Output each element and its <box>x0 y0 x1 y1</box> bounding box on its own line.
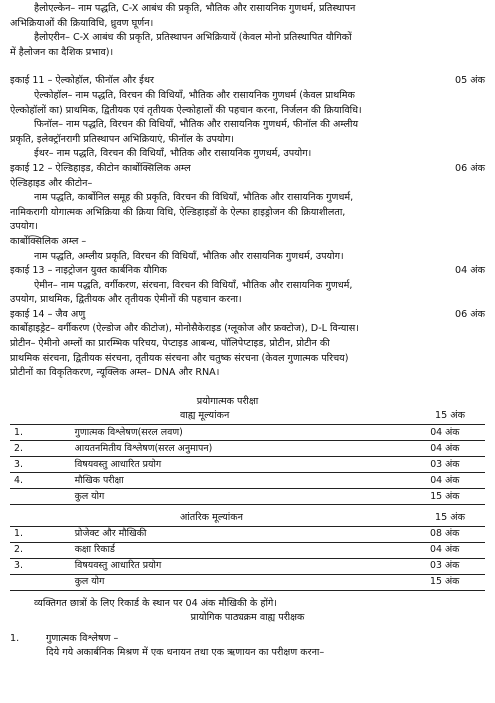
practical-heading: प्रयोगात्मक परीक्षा <box>196 395 259 407</box>
table-row <box>10 542 485 558</box>
haloarene-line-2: में हैलोजन का दैशिक प्रभाव)। <box>10 46 114 58</box>
unit-line: ऐल्कोहॉल– नाम पद्धति, विरचन की विधियाँ, भौतिक और रासायनिक गुणधर्म (केवल प्राथमिक <box>34 89 355 101</box>
unit-line: नाम पद्धति, अम्लीय प्रकृति, विरचन की विधियाँ, भौतिक और रासायनिक गुणधर्म, उपयोग। <box>34 250 344 262</box>
unit-12-header <box>10 162 485 177</box>
internal-eval-total: 15 अंक <box>435 512 465 524</box>
row-marks: 08 अंक <box>426 526 485 542</box>
unit-line: ऐल्कोहॉलों का) प्राथमिक, द्वितीयक एवं तृतीयक ऐल्कोहालों की पहचान करना, निर्जलन की क्रियाविधि। <box>10 104 362 116</box>
unit-line: कार्बोक्सिलिक अम्ल – <box>10 235 87 247</box>
row-number: 1. <box>10 425 39 441</box>
haloalkane-line-2: अभिक्रियाओं की क्रियाविधि, ध्रुवण घूर्णन। <box>10 17 154 29</box>
unit-marks: 06 अंक <box>455 308 485 320</box>
unit-line: प्रकृति, इलेक्ट्रॉनरागी प्रतिस्थापन अभिक्रियाएं, फीनॉल के उपयोग। <box>10 133 235 145</box>
table-row <box>10 473 485 489</box>
item-number: 1. <box>10 632 20 644</box>
row-label: कुल योग <box>39 489 427 505</box>
unit-line: नामिकरागी योगात्मक अभिक्रिया की क्रिया विधि, ऐल्डिहाइडों के ऐल्फा हाइड्रोजन की क्रियाशीलता, <box>10 206 346 218</box>
external-eval-header <box>10 409 485 424</box>
row-label: कक्षा रिकार्ड <box>39 542 426 558</box>
table-row <box>10 441 485 457</box>
item-title: गुणात्मक विश्लेषण – <box>46 632 119 644</box>
unit-title: इकाई 14 – जैव अणु <box>10 308 86 320</box>
unit-line: ईथर– नाम पद्धति, विरचन की विधियाँ, भौतिक और रासायनिक गुणधर्म, उपयोग। <box>34 148 312 160</box>
row-label: विषयवस्तु आधारित प्रयोग <box>39 457 427 473</box>
row-number: 3. <box>10 457 39 473</box>
unit-marks: 04 अंक <box>455 265 485 277</box>
table-row <box>10 526 485 542</box>
haloarene-line-1: हैलोएरीन– C-X आबंध की प्रकृति, प्रतिस्थापन अभिक्रियायें (केवल मोनो प्रतिस्थापित यौगिकों <box>34 32 352 44</box>
unit-line: ऐल्डिहाइड और कीटोन– <box>10 177 93 189</box>
unit-13-header <box>10 264 485 279</box>
item-text: दिये गये अकार्बनिक मिश्रण में एक धनायन तथा एक ऋणायन का परीक्षण करना– <box>46 647 325 659</box>
record-note: व्यक्तिगत छात्रों के लिए रिकार्ड के स्थान पर 04 अंक मौखिकी के होंगे। <box>34 597 277 609</box>
unit-title: इकाई 11 – ऐल्कोहॉल, फीनॉल और ईथर <box>10 75 154 87</box>
syllabus-heading: प्रायोगिक पाठ्यक्रम वाह्य परीक्षक <box>190 612 305 624</box>
unit-11-header <box>10 74 485 89</box>
haloalkane-line-1: हैलोएल्केन– नाम पद्धति, C-X आबंध की प्रकृति, भौतिक और रासायनिक गुणधर्म, प्रतिस्थापन <box>34 3 356 14</box>
row-marks: 03 अंक <box>426 558 485 574</box>
practical-item-1 <box>10 632 485 647</box>
row-marks: 04 अंक <box>426 542 485 558</box>
row-number: 2. <box>10 441 39 457</box>
row-number: 1. <box>10 526 39 542</box>
unit-marks: 05 अंक <box>455 75 485 87</box>
table-row <box>10 425 485 441</box>
row-number <box>10 489 39 505</box>
row-number: 4. <box>10 473 39 489</box>
document-page <box>10 2 485 661</box>
unit-line: उपयोग, प्राथमिक, द्वितीयक और तृतीयक ऐमीनों की पहचान करना। <box>10 294 242 306</box>
row-label: कुल योग <box>39 574 426 590</box>
row-marks: 15 अंक <box>426 489 485 505</box>
unit-line: ऐमीन– नाम पद्धति, वर्गीकरण, संरचना, विरचन की विधियाँ, भौतिक और रासायनिक गुणधर्म, <box>34 279 353 291</box>
internal-eval-header <box>10 511 485 526</box>
unit-line: प्रोटीन– ऐमीनो अम्लों का प्रारम्भिक परिचय, पेप्टाइड आबन्ध, पॉलिपेप्टाइड, प्रोटीन, प्रोटीन की <box>10 338 330 350</box>
internal-eval-title: आंतरिक मूल्यांकन <box>180 512 243 524</box>
row-number: 2. <box>10 542 39 558</box>
row-label: गुणात्मक विश्लेषण(सरल लवण) <box>39 425 427 441</box>
row-marks: 04 अंक <box>426 473 485 489</box>
external-eval-table <box>10 424 485 505</box>
table-row <box>10 558 485 574</box>
unit-line: नाम पद्धति, कार्बोनिल समूह की प्रकृति, विरचन की विधियाँ, भौतिक और रासायनिक गुणधर्म, <box>34 192 354 204</box>
row-number <box>10 574 39 590</box>
table-row <box>10 457 485 473</box>
row-label: विषयवस्तु आधारित प्रयोग <box>39 558 426 574</box>
row-label: प्रोजेक्ट और मौखिकी <box>39 526 426 542</box>
unit-line: प्रोटीनों का विकृतिकरण, न्यूक्लिक अम्ल– DNA और RNA। <box>10 367 220 379</box>
table-row <box>10 574 485 590</box>
row-number: 3. <box>10 558 39 574</box>
row-label: मौखिक परीक्षा <box>39 473 427 489</box>
external-eval-title: वाह्य मूल्यांकन <box>180 410 230 422</box>
table-row <box>10 489 485 505</box>
internal-eval-table <box>10 526 485 591</box>
unit-line: फिनॉल– नाम पद्धति, विरचन की विधियाँ, भौतिक और रासायनिक गुणधर्म, फीनॉल की अम्लीय <box>34 119 359 131</box>
unit-line: उपयोग। <box>10 221 38 233</box>
unit-marks: 06 अंक <box>455 162 485 174</box>
row-marks: 04 अंक <box>426 441 485 457</box>
row-marks: 15 अंक <box>426 574 485 590</box>
unit-line: कार्बोहाइड्रेट– वर्गीकरण (ऐल्डोज और कीटोज), मोनोसैकेराइड (ग्लूकोज और फ्रक्टोज), D-L विन्यास। <box>10 323 359 335</box>
unit-title: इकाई 12 – ऐल्डिहाइड, कीटोन कार्बोक्सिलिक अम्ल <box>10 162 191 174</box>
row-label: आयतनमितीय विश्लेषण(सरल अनुमापन) <box>39 441 427 457</box>
row-marks: 04 अंक <box>426 425 485 441</box>
unit-line: प्राथमिक संरचना, द्वितीयक संरचना, तृतीयक संरचना और चतुष्क संरचना (केवल गुणात्मक परिचय) <box>10 352 349 364</box>
external-eval-total: 15 अंक <box>435 410 465 422</box>
unit-14-header <box>10 308 485 323</box>
row-marks: 03 अंक <box>426 457 485 473</box>
unit-title: इकाई 13 – नाइट्रोजन युक्त कार्बनिक यौगिक <box>10 265 167 277</box>
